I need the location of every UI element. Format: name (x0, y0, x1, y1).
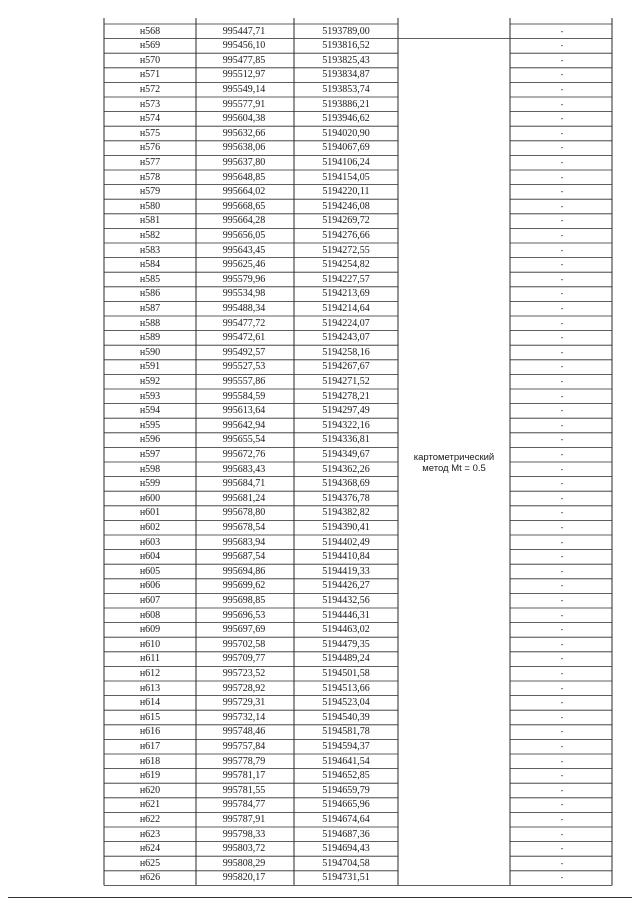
coordinate-x: 995643,45 (222, 244, 266, 256)
dash-cell: - (560, 230, 564, 240)
dash-cell: - (560, 172, 564, 182)
dash-cell: - (560, 829, 564, 839)
point-id: н590 (139, 346, 161, 358)
coordinate-x: 995697,69 (222, 624, 266, 636)
point-id: н592 (139, 375, 161, 387)
coordinate-x: 995664,02 (222, 186, 266, 198)
coordinate-y: 5194674,64 (322, 813, 370, 825)
coordinate-y: 5194687,36 (322, 828, 370, 840)
coordinate-x: 995492,57 (222, 346, 266, 358)
point-id: н594 (139, 405, 161, 417)
coordinate-y: 5194446,31 (322, 609, 370, 621)
coordinate-y: 5194322,16 (322, 419, 370, 431)
coordinate-y: 5194246,08 (322, 200, 370, 212)
dash-cell: - (560, 128, 564, 138)
point-id: н621 (139, 799, 161, 811)
coordinate-y: 5194382,82 (322, 507, 370, 519)
coordinate-x: 995672,76 (222, 448, 266, 460)
coordinate-y: 5194154,05 (322, 171, 370, 183)
dash-cell: - (560, 595, 564, 605)
dash-cell: - (560, 858, 564, 868)
point-id: н577 (139, 156, 161, 168)
coordinate-x: 995577,91 (222, 98, 266, 110)
coordinate-y: 5193946,62 (322, 113, 370, 125)
dash-cell: - (560, 581, 564, 591)
coordinate-x: 995477,85 (222, 54, 266, 66)
coordinate-x: 995638,06 (222, 142, 266, 154)
coordinate-x: 995699,62 (222, 580, 266, 592)
coordinate-y: 5194220,11 (322, 186, 370, 198)
coordinate-x: 995613,64 (222, 405, 266, 417)
coordinate-x: 995447,71 (222, 25, 266, 37)
coordinate-x: 995696,53 (222, 609, 266, 621)
dash-cell: - (560, 260, 564, 270)
coordinate-y: 5194594,37 (322, 740, 370, 752)
dash-cell: - (560, 26, 564, 36)
dash-cell: - (560, 668, 564, 678)
dash-cell: - (560, 99, 564, 109)
dash-cell: - (560, 522, 564, 532)
dash-cell: - (560, 639, 564, 649)
coordinate-y: 5194665,96 (322, 799, 370, 811)
coordinate-x: 995488,34 (222, 302, 266, 314)
point-id: н623 (139, 828, 161, 840)
coordinate-x: 995687,54 (222, 551, 266, 563)
point-id: н587 (139, 302, 161, 314)
point-id: н591 (139, 361, 161, 373)
coordinate-x: 995681,24 (222, 492, 266, 504)
coordinate-x: 995787,91 (222, 813, 266, 825)
coordinate-y: 5194368,69 (322, 478, 370, 490)
coordinate-x: 995625,46 (222, 259, 266, 271)
coordinate-y: 5194540,39 (322, 711, 370, 723)
point-id: н619 (139, 770, 161, 782)
coordinate-y: 5194067,69 (322, 142, 370, 154)
coordinate-x: 995781,17 (222, 770, 266, 782)
dash-cell: - (560, 362, 564, 372)
dash-cell: - (560, 157, 564, 167)
coordinate-y: 5194214,64 (322, 302, 370, 314)
point-id: н583 (139, 244, 161, 256)
coordinate-x: 995656,05 (222, 229, 266, 241)
coordinate-y: 5194267,67 (322, 361, 370, 373)
coordinate-x: 995579,96 (222, 273, 266, 285)
coordinate-y: 5194694,43 (322, 843, 370, 855)
dash-cell: - (560, 333, 564, 343)
dash-cell: - (560, 245, 564, 255)
dash-cell: - (560, 844, 564, 854)
coordinate-x: 995698,85 (222, 594, 266, 606)
coordinate-y: 5194402,49 (322, 536, 370, 548)
point-id: н584 (139, 259, 161, 271)
coordinate-y: 5194479,35 (322, 638, 370, 650)
coordinate-y: 5193816,52 (322, 40, 370, 52)
point-id: н606 (139, 580, 161, 592)
coordinate-x: 995798,33 (222, 828, 266, 840)
point-id: н612 (139, 667, 161, 679)
coordinate-x: 995512,97 (222, 69, 266, 81)
dash-cell: - (560, 274, 564, 284)
dash-cell: - (560, 654, 564, 664)
coordinate-x: 995729,31 (222, 697, 266, 709)
coordinate-y: 5194213,69 (322, 288, 370, 300)
point-id: н622 (139, 813, 161, 825)
coordinate-y: 5194278,21 (322, 390, 370, 402)
dash-cell: - (560, 303, 564, 313)
coordinate-x: 995604,38 (222, 113, 266, 125)
coordinate-y: 5194513,66 (322, 682, 370, 694)
coordinate-x: 995820,17 (222, 872, 266, 884)
coordinate-y: 5194410,84 (322, 551, 370, 563)
point-id: н578 (139, 171, 161, 183)
coordinate-x: 995781,55 (222, 784, 266, 796)
coordinate-y: 5194227,57 (322, 273, 370, 285)
coordinate-y: 5194463,02 (322, 624, 370, 636)
point-id: н586 (139, 288, 161, 300)
coordinate-x: 995757,84 (222, 740, 266, 752)
point-id: н573 (139, 98, 161, 110)
point-id: н602 (139, 521, 161, 533)
dash-cell: - (560, 625, 564, 635)
coordinate-y: 5194254,82 (322, 259, 370, 271)
dash-cell: - (560, 771, 564, 781)
coordinate-x: 995778,79 (222, 755, 266, 767)
point-id: н569 (139, 40, 161, 52)
dash-cell: - (560, 741, 564, 751)
dash-cell: - (560, 814, 564, 824)
coordinate-x: 995723,52 (222, 667, 266, 679)
coordinate-y: 5194224,07 (322, 317, 370, 329)
dash-cell: - (560, 683, 564, 693)
page-bottom-rule (8, 897, 632, 898)
dash-cell: - (560, 493, 564, 503)
dash-cell: - (560, 435, 564, 445)
coordinate-y: 5194432,56 (322, 594, 370, 606)
dash-cell: - (560, 406, 564, 416)
dash-cell: - (560, 566, 564, 576)
coordinate-y: 5194390,41 (322, 521, 370, 533)
coordinate-y: 5194641,54 (322, 755, 370, 767)
point-id: н580 (139, 200, 161, 212)
coordinate-y: 5193834,87 (322, 69, 370, 81)
coordinate-x: 995472,61 (222, 332, 266, 344)
coordinate-y: 5194489,24 (322, 653, 370, 665)
dash-cell: - (560, 143, 564, 153)
point-id: н618 (139, 755, 161, 767)
coordinate-y: 5194297,49 (322, 405, 370, 417)
point-id: н575 (139, 127, 161, 139)
coordinate-y: 5194652,85 (322, 770, 370, 782)
point-id: н568 (139, 25, 161, 37)
point-id: н609 (139, 624, 161, 636)
point-id: н585 (139, 273, 161, 285)
coordinate-y: 5194258,16 (322, 346, 370, 358)
coordinate-x: 995534,98 (222, 288, 266, 300)
coordinate-y: 5194272,55 (322, 244, 370, 256)
point-id: н597 (139, 448, 161, 460)
dash-cell: - (560, 449, 564, 459)
coordinate-x: 995709,77 (222, 653, 266, 665)
dash-cell: - (560, 756, 564, 766)
point-id: н624 (139, 843, 161, 855)
point-id: н574 (139, 113, 161, 125)
point-id: н576 (139, 142, 161, 154)
point-id: н616 (139, 726, 161, 738)
point-id: н582 (139, 229, 161, 241)
coordinate-y: 5194271,52 (322, 375, 370, 387)
coordinate-y: 5193789,00 (322, 25, 370, 37)
dash-cell: - (560, 873, 564, 883)
point-id: н593 (139, 390, 161, 402)
coordinate-x: 995684,71 (222, 478, 266, 490)
point-id: н588 (139, 317, 161, 329)
coordinate-y: 5194362,26 (322, 463, 370, 475)
point-id: н570 (139, 54, 161, 66)
coordinate-y: 5194276,66 (322, 229, 370, 241)
coordinate-y: 5193886,21 (322, 98, 370, 110)
coordinate-x: 995678,80 (222, 507, 266, 519)
point-id: н605 (139, 565, 161, 577)
point-id: н626 (139, 872, 161, 884)
point-id: н601 (139, 507, 161, 519)
point-id: н608 (139, 609, 161, 621)
dash-cell: - (560, 55, 564, 65)
coordinate-x: 995456,10 (222, 40, 266, 52)
coordinate-y: 5194704,58 (322, 857, 370, 869)
point-id: н617 (139, 740, 161, 752)
dash-cell: - (560, 201, 564, 211)
coordinate-y: 5194376,78 (322, 492, 370, 504)
point-id: н579 (139, 186, 161, 198)
point-id: н614 (139, 697, 161, 709)
coordinate-y: 5193825,43 (322, 54, 370, 66)
coordinate-y: 5194659,79 (322, 784, 370, 796)
point-id: н600 (139, 492, 161, 504)
dash-cell: - (560, 698, 564, 708)
coordinate-x: 995655,54 (222, 434, 266, 446)
dash-cell: - (560, 552, 564, 562)
coordinate-x: 995477,72 (222, 317, 266, 329)
dash-cell: - (560, 289, 564, 299)
point-id: н607 (139, 594, 161, 606)
point-id: н611 (140, 653, 160, 665)
dash-cell: - (560, 785, 564, 795)
coordinate-x: 995557,86 (222, 375, 266, 387)
coordinate-y: 5194501,58 (322, 667, 370, 679)
coordinate-y: 5194106,24 (322, 156, 370, 168)
dash-cell: - (560, 84, 564, 94)
coordinate-x: 995642,94 (222, 419, 266, 431)
dash-cell: - (560, 70, 564, 80)
dash-cell: - (560, 187, 564, 197)
coordinate-x: 995808,29 (222, 857, 266, 869)
coordinate-x: 995648,85 (222, 171, 266, 183)
coordinate-x: 995683,43 (222, 463, 266, 475)
point-id: н604 (139, 551, 161, 563)
point-id: н589 (139, 332, 161, 344)
coordinate-y: 5194336,81 (322, 434, 370, 446)
coordinate-x: 995584,59 (222, 390, 266, 402)
dash-cell: - (560, 537, 564, 547)
dash-cell: - (560, 420, 564, 430)
coordinate-y: 5193853,74 (322, 83, 370, 95)
point-id: н603 (139, 536, 161, 548)
point-id: н598 (139, 463, 161, 475)
point-id: н596 (139, 434, 161, 446)
method-line-2: метод Mt = 0.5 (422, 463, 486, 474)
dash-cell: - (560, 727, 564, 737)
dash-cell: - (560, 712, 564, 722)
coordinate-x: 995803,72 (222, 843, 266, 855)
coordinate-x: 995748,46 (222, 726, 266, 738)
method-cell (398, 452, 510, 474)
dash-cell: - (560, 41, 564, 51)
dash-cell: - (560, 508, 564, 518)
coordinate-x: 995728,92 (222, 682, 266, 694)
coordinate-x: 995702,58 (222, 638, 266, 650)
method-line-1: картометрический (413, 452, 495, 463)
point-id: н572 (139, 83, 161, 95)
coordinate-y: 5194731,51 (322, 872, 370, 884)
point-id: н581 (139, 215, 161, 227)
coordinate-x: 995784,77 (222, 799, 266, 811)
dash-cell: - (560, 347, 564, 357)
coordinate-y: 5194419,33 (322, 565, 370, 577)
point-id: н613 (139, 682, 161, 694)
coordinate-x: 995678,54 (222, 521, 266, 533)
point-id: н595 (139, 419, 161, 431)
dash-cell: - (560, 114, 564, 124)
coordinate-x: 995632,66 (222, 127, 266, 139)
coordinate-x: 995732,14 (222, 711, 266, 723)
dash-cell: - (560, 318, 564, 328)
dash-cell: - (560, 464, 564, 474)
coordinate-x: 995664,28 (222, 215, 266, 227)
coordinate-y: 5194523,04 (322, 697, 370, 709)
coordinate-x: 995668,65 (222, 200, 266, 212)
point-id: н620 (139, 784, 161, 796)
coordinate-x: 995637,80 (222, 156, 266, 168)
coordinate-y: 5194426,27 (322, 580, 370, 592)
point-id: н615 (139, 711, 161, 723)
coordinate-x: 995549,14 (222, 83, 266, 95)
point-id: н625 (139, 857, 161, 869)
coordinate-y: 5194349,67 (322, 448, 370, 460)
dash-cell: - (560, 610, 564, 620)
dash-cell: - (560, 391, 564, 401)
dash-cell: - (560, 376, 564, 386)
coordinate-x: 995683,94 (222, 536, 266, 548)
point-id: н571 (139, 69, 161, 81)
coordinate-y: 5194020,90 (322, 127, 370, 139)
coordinate-y: 5194269,72 (322, 215, 370, 227)
dash-cell: - (560, 800, 564, 810)
dash-cell: - (560, 216, 564, 226)
coordinate-x: 995694,86 (222, 565, 266, 577)
coordinate-x: 995527,53 (222, 361, 266, 373)
dash-cell: - (560, 479, 564, 489)
point-id: н610 (139, 638, 161, 650)
coordinate-y: 5194243,07 (322, 332, 370, 344)
point-id: н599 (139, 478, 161, 490)
coordinate-y: 5194581,78 (322, 726, 370, 738)
